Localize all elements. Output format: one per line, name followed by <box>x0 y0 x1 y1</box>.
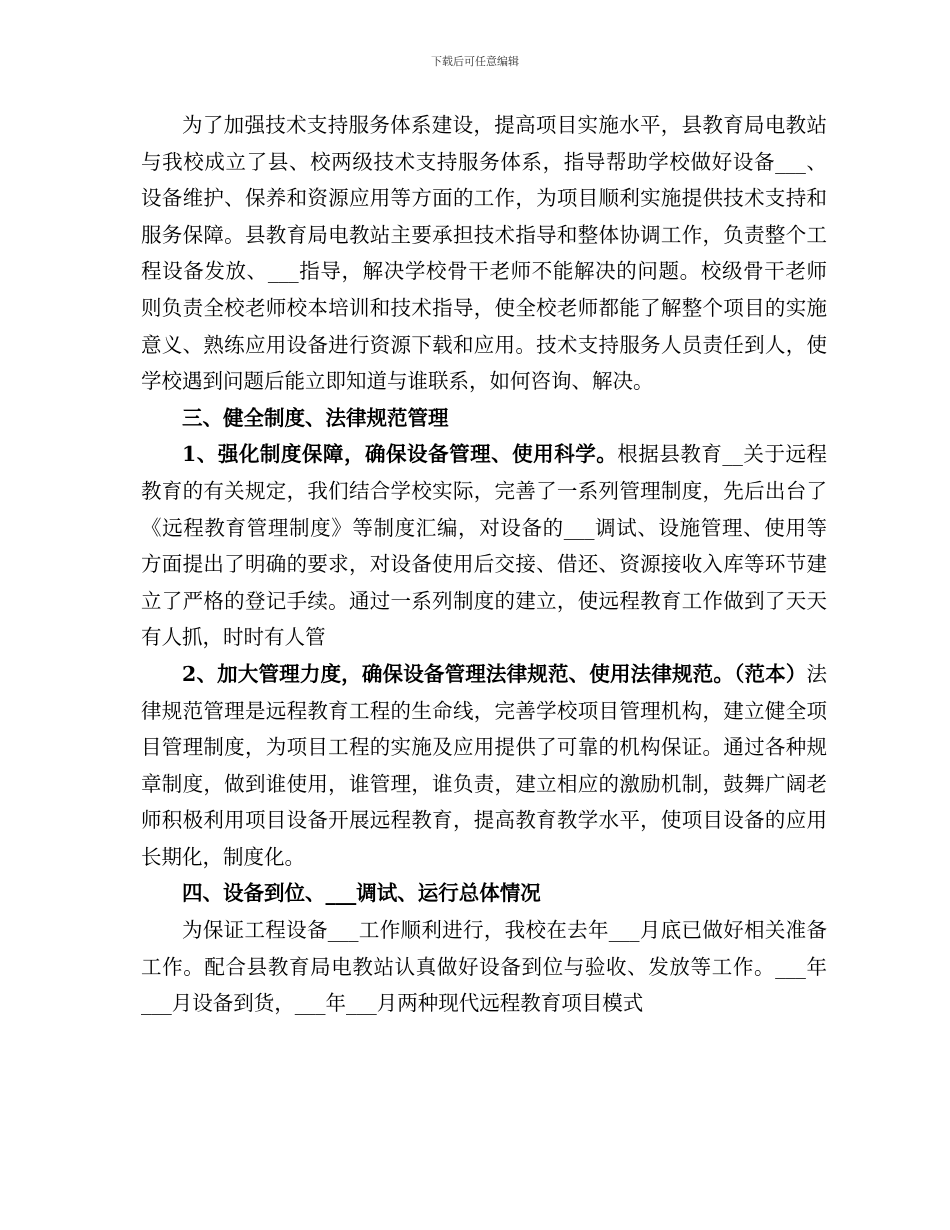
section-heading-3: 三、健全制度、法律规范管理 <box>182 405 449 430</box>
paragraph-management <box>141 656 827 876</box>
page-header: 下载后可任意编辑 <box>431 55 519 68</box>
section-heading-4: 四、设备到位、___调试、运行总体情况 <box>182 881 541 906</box>
document-body <box>141 107 827 1022</box>
paragraph-tech-support: 为了加强技术支持服务体系建设，提高项目实施水平，县教育局电教站与我校成立了县、校两级技术支持服务体系，指导帮助学校做好设备___、设备维护、保养和资源应用等方面的工作，为项目顺利实施提供技术支持和服务保障。县教育局电教站主要承担技术指导和整体协调工作，负责整个工程设备发放、___指导，解决学校骨干老师不能解决的问题。校级骨干老师则负责全校老师校本培训和技术指导，使全校老师都能了解整个项目的实施意义、熟练应用设备进行资源下载和应用。技术支持服务人员责任到人，使学校遇到问题后能立即知道与谁联系，如何咨询、解决。 <box>141 113 827 394</box>
paragraph-lead-bold: 2、加大管理力度，确保设备管理法律规范、使用法律规范。（范本） <box>182 661 807 686</box>
paragraph-body: 法律规范管理是远程教育工程的生命线，完善学校项目管理机构，建立健全项目管理制度，为项目工程的实施及应用提供了可靠的机构保证。通过各种规章制度，做到谁使用，谁管理，谁负责，建立相应的激励机制，鼓舞广阔老师积极利用项目设备开展远程教育，提高教育教学水平，使项目设备的应用长期化，制度化。 <box>141 661 827 869</box>
paragraph-system-guarantee <box>141 436 827 656</box>
paragraph-lead-bold: 1、强化制度保障，确保设备管理、使用科学。 <box>182 442 618 467</box>
paragraph-body: 根据县教育__关于远程教育的有关规定，我们结合学校实际，完善了一系列管理制度，先后出台了《远程教育管理制度》等制度汇编，对设备的___调试、设施管理、使用等方面提出了明确的要求，对设备使用后交接、借还、资源接收入库等环节建立了严格的登记手续。通过一系列制度的建立，使远程教育工作做到了天天有人抓，时时有人管 <box>141 442 828 650</box>
paragraph-equipment: 为保证工程设备___工作顺利进行，我校在去年___月底已做好相关准备工作。配合县教育局电教站认真做好设备到位与验收、发放等工作。___年___月设备到货，___年___月两种现代远程教育项目模式 <box>141 918 827 1016</box>
